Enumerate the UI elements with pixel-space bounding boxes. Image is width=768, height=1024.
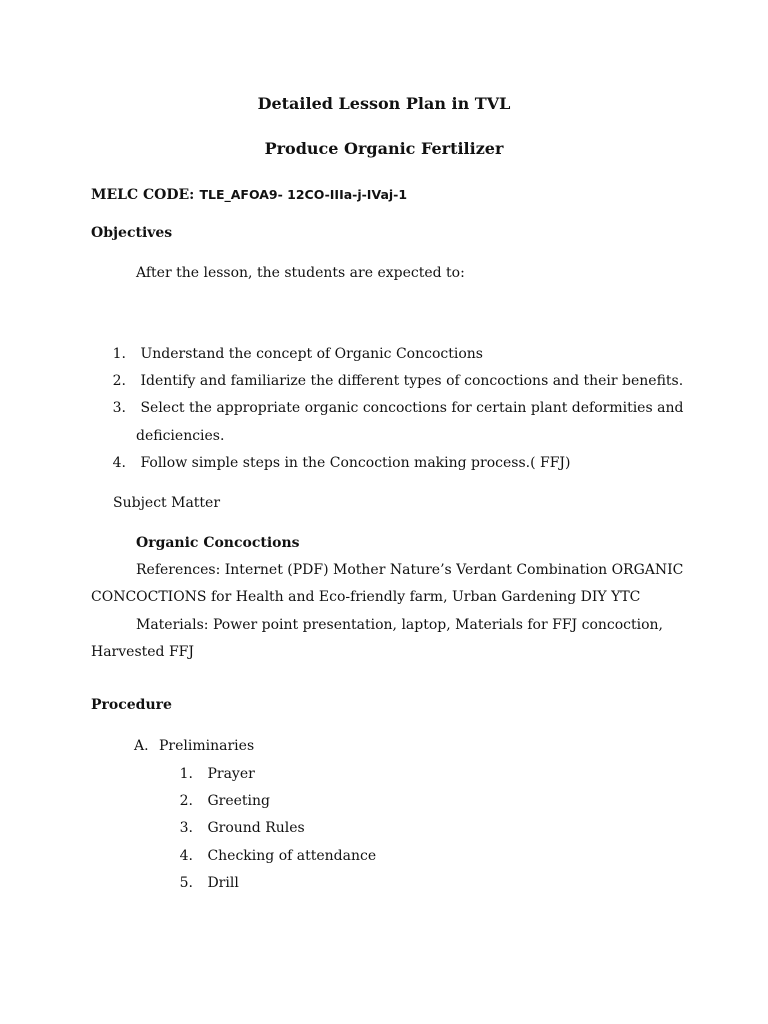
objective-text: Identify and familiarize the different types of concoctions and their benefits. [140, 373, 684, 389]
procedure-item [171, 820, 305, 836]
materials-line-1: Materials: Power point presentation, laptop, Materials for FFJ concoction, [136, 617, 664, 633]
objective-number: 1. [112, 346, 126, 362]
procedure-item [171, 766, 255, 782]
document-title: Detailed Lesson Plan in TVL [257, 94, 511, 113]
objectives-intro: After the lesson, the students are expected to: [136, 265, 465, 281]
procedure-number: 2. [179, 793, 193, 809]
procedure-text: Prayer [207, 766, 255, 782]
procedure-text: Drill [207, 875, 239, 891]
procedure-item [171, 848, 376, 864]
objective-number: 4. [112, 455, 126, 471]
objective-text: Select the appropriate organic concoctions for certain plant deformities and [140, 400, 684, 416]
objective-number: 3. [112, 400, 126, 416]
procedure-number: 5. [179, 875, 193, 891]
subject-matter-heading: Subject Matter [113, 495, 221, 511]
objective-text: Understand the concept of Organic Concoctions [140, 346, 483, 362]
materials-line-2: Harvested FFJ [91, 644, 194, 660]
procedure-section [134, 738, 254, 754]
procedure-heading: Procedure [91, 697, 172, 713]
procedure-item [171, 875, 239, 891]
procedure-item [171, 793, 270, 809]
melc-label: MELC CODE: [91, 187, 195, 203]
objective-text: Follow simple steps in the Concoction making process.( FFJ) [140, 455, 571, 471]
references-line-1: References: Internet (PDF) Mother Nature’s Verdant Combination ORGANIC [136, 562, 684, 578]
objective-item [104, 455, 571, 471]
melc-code: TLE_AFOA9- 12CO-IIIa-j-IVaj-1 [199, 187, 408, 202]
objective-item [104, 346, 483, 362]
objective-item [104, 373, 683, 389]
procedure-text: Greeting [207, 793, 270, 809]
procedure-text: Ground Rules [207, 820, 305, 836]
procedure-number: 4. [179, 848, 193, 864]
section-label: Preliminaries [159, 738, 255, 754]
objectives-heading: Objectives [91, 225, 173, 241]
melc-code-line [91, 184, 407, 203]
procedure-text: Checking of attendance [207, 848, 377, 864]
document-subtitle: Produce Organic Fertilizer [264, 139, 504, 158]
references-line-2: CONCOCTIONS for Health and Eco-friendly farm, Urban Gardening DIY YTC [91, 589, 641, 605]
section-letter: A. [134, 738, 149, 754]
procedure-number: 3. [179, 820, 193, 836]
procedure-number: 1. [179, 766, 193, 782]
subject-matter-topic: Organic Concoctions [136, 535, 300, 551]
objective-number: 2. [112, 373, 126, 389]
objective-text-continued: deficiencies. [136, 428, 225, 444]
objective-item [104, 400, 683, 416]
